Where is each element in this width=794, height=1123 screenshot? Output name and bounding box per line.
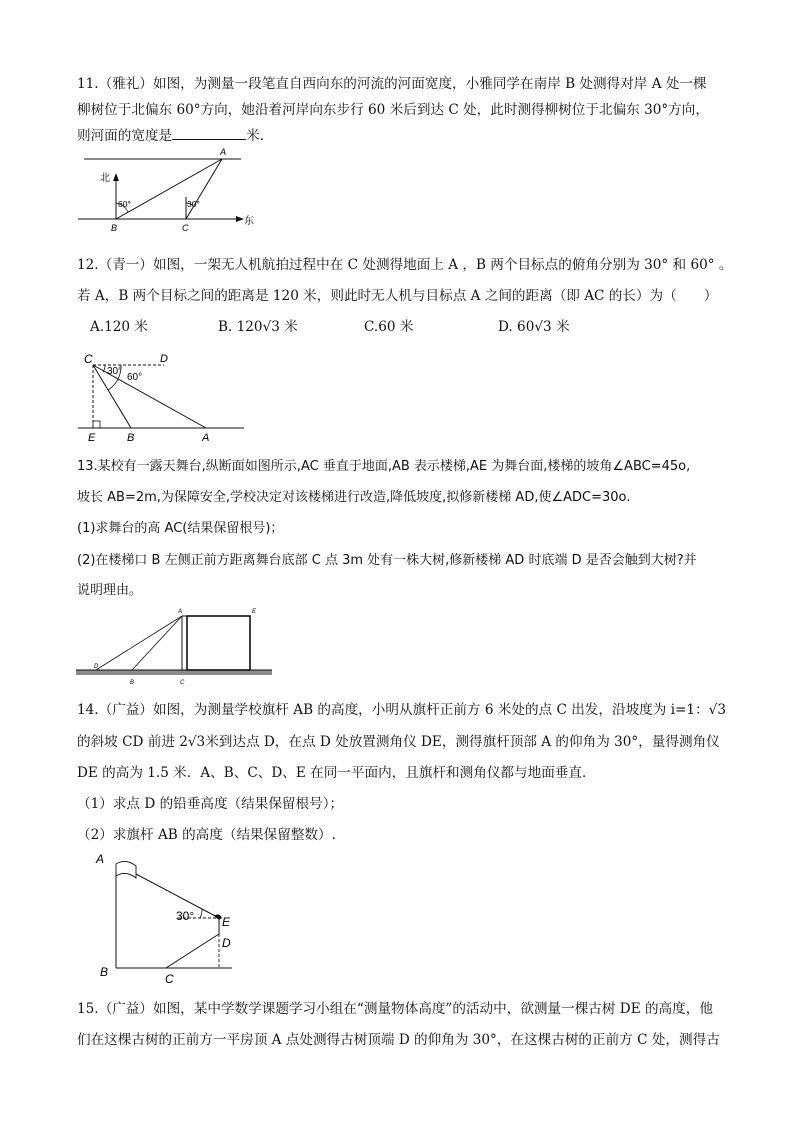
q14-figure bbox=[92, 852, 242, 988]
q11-line-3 bbox=[77, 127, 264, 145]
q11-figure bbox=[76, 145, 266, 235]
q14-point-c: C bbox=[165, 972, 174, 986]
q12-option-a[interactable]: A.120 米 bbox=[90, 319, 148, 335]
q12-angle-30: 30° bbox=[107, 366, 123, 377]
q14-point-b: B bbox=[100, 965, 109, 979]
q11-point-c: C bbox=[182, 223, 189, 233]
q11-line-3-text: 则河面的宽度是 bbox=[77, 128, 173, 144]
q13-line-1: 13.某校有一露天舞台,纵断面如图所示,AC 垂直于地面,AB 表示楼梯,AE 为舞台面,楼梯的坡角∠ABC=45o, bbox=[77, 459, 691, 474]
q14-point-e: E bbox=[222, 915, 231, 929]
q12-option-d[interactable]: D. 60√3 米 bbox=[498, 319, 570, 335]
q11-point-a: A bbox=[220, 147, 227, 157]
q12-line-1: 12.（青一）如图，一架无人机航拍过程中在 C 处测得地面上 A ，B 两个目标点的俯角分别为 30° 和 60° 。 bbox=[77, 257, 733, 273]
q12-point-d: D bbox=[160, 353, 168, 365]
q14-sub-2: （2）求旗杆 AB 的高度（结果保留整数）. bbox=[77, 827, 336, 843]
q11-answer-blank[interactable] bbox=[172, 127, 246, 140]
q13-sub-1: (1)求舞台的高 AC(结果保留根号)； bbox=[77, 521, 284, 536]
q12-figure bbox=[76, 348, 246, 444]
q12-point-b: B bbox=[127, 432, 135, 444]
q11-line-2: 柳树位于北偏东 60°方向，她沿着河岸向东步行 60 米后到达 C 处，此时测得柳树位于北偏东 30°方向， bbox=[77, 102, 709, 118]
q13-point-b: B bbox=[130, 680, 135, 686]
q11-east-label: 东 bbox=[244, 216, 254, 227]
q12-angle-60: 60° bbox=[127, 372, 143, 383]
q15-line-2: 们在这棵古树的正前方一平房顶 A 点处测得古树顶端 D 的仰角为 30°，在这棵古树的正前方 C 处，测得古 bbox=[77, 1032, 720, 1048]
q13-point-a: A bbox=[178, 609, 183, 615]
q15-line-1: 15.（广益）如图，某中学数学课题学习小组在“测量物体高度”的活动中，欲测量一棵古树 DE 的高度，他 bbox=[77, 1001, 713, 1017]
q11-line-3-unit: 米. bbox=[246, 128, 265, 144]
q12-option-b[interactable]: B. 120√3 米 bbox=[218, 319, 298, 335]
q11-angle-30: 30° bbox=[187, 199, 200, 209]
q14-line-3: DE 的高为 1.5 米．A、B、C、D、E 在同一平面内，且旗杆和测角仪都与地面垂直． bbox=[77, 765, 596, 781]
q14-angle-30: 30° bbox=[176, 909, 195, 923]
q13-point-c: C bbox=[180, 680, 185, 686]
q14-point-a: A bbox=[96, 852, 105, 866]
q11-angle-60: 60° bbox=[118, 199, 131, 209]
q13-point-d: D bbox=[94, 664, 99, 670]
q14-line-1: 14.（广益）如图，为测量学校旗杆 AB 的高度，小明从旗杆正前方 6 米处的点 C 出发，沿坡度为 i=1：√3 bbox=[77, 702, 726, 718]
q13-point-e: E bbox=[252, 609, 257, 615]
q11-line-1: 11.（雅礼）如图，为测量一段笔直自西向东的河流的河面宽度，小雅同学在南岸 B 处测得对岸 A 处一棵 bbox=[77, 76, 707, 92]
q12-line-2: 若 A，B 两个目标之间的距离是 120 米，则此时无人机与目标点 A 之间的距离（即 AC 的长）为（ ） bbox=[77, 288, 718, 304]
q13-sub-2b: 说明理由。 bbox=[77, 583, 143, 598]
q13-line-2: 坡长 AB=2m,为保障安全,学校决定对该楼梯进行改造,降低坡度,拟修新楼梯 AD,使∠ADC=30o. bbox=[77, 490, 631, 505]
q13-sub-2a: (2)在楼梯口 B 左侧正前方距离舞台底部 C 点 3m 处有一株大树,修新楼梯 AD 时底端 D 是否会触到大树?并 bbox=[77, 553, 697, 568]
q14-point-d: D bbox=[222, 936, 231, 950]
q12-point-c: C bbox=[84, 352, 93, 366]
q14-line-2: 的斜坡 CD 前进 2√3米到达点 D，在点 D 处放置测角仪 DE，测得旗杆顶部 A 的仰角为 30°，量得测角仪 bbox=[77, 734, 720, 750]
q12-point-a: A bbox=[202, 432, 210, 444]
q13-figure bbox=[74, 604, 274, 686]
q11-point-b: B bbox=[111, 223, 118, 233]
q12-point-e: E bbox=[88, 432, 96, 444]
q12-option-c[interactable]: C.60 米 bbox=[364, 319, 414, 335]
q11-north-label: 北 bbox=[100, 173, 110, 184]
q14-sub-1: （1）求点 D 的铅垂高度（结果保留根号）； bbox=[77, 796, 344, 812]
